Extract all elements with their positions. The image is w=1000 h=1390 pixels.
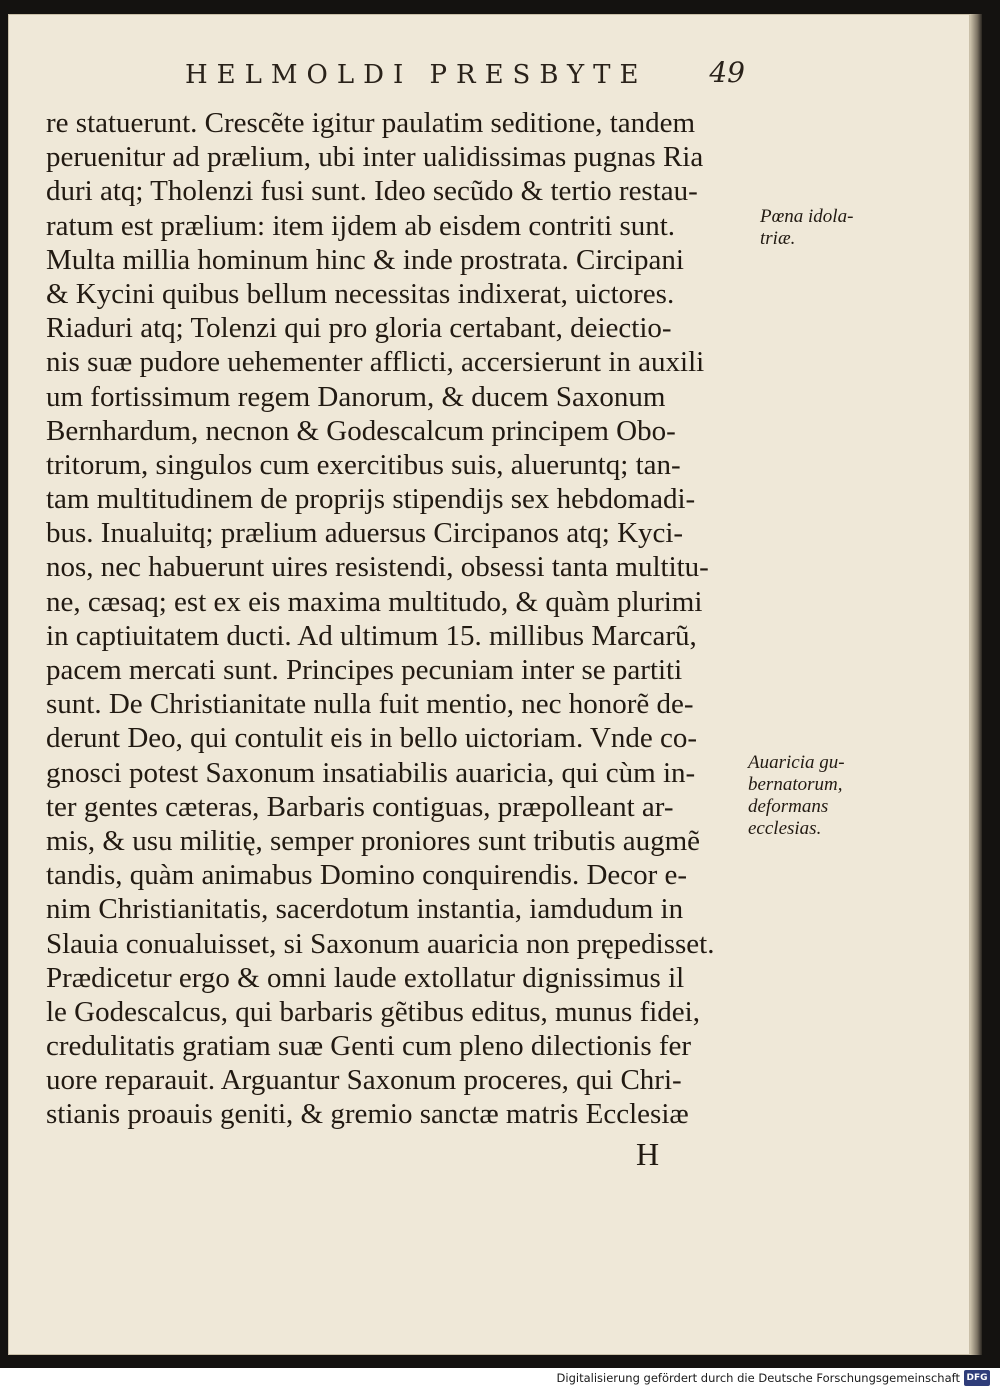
marginal-note-avarice bbox=[748, 752, 845, 840]
text-line: tritorum, singulos cum exercitibus suis, alueruntq; tan- bbox=[46, 448, 681, 481]
text-line: in captiuitatem ducti. Ad ultimum 15. millibus Marcarũ, bbox=[46, 619, 697, 652]
text-line: pacem mercati sunt. Principes pecuniam inter se partiti bbox=[46, 654, 683, 686]
digitization-footer bbox=[0, 1368, 1000, 1390]
footer-credit: Digitalisierung gefördert durch die Deutsche Forschungsgemeinschaft bbox=[556, 1371, 960, 1385]
text-line: credulitatis gratiam suæ Genti cum pleno dilectionis fer bbox=[46, 1030, 692, 1063]
text-line: stianis proauis geniti, & gremio sanctæ matris Ecclesiæ bbox=[46, 1098, 689, 1131]
running-head bbox=[185, 56, 745, 100]
main-text-block bbox=[46, 106, 766, 1132]
page-edge bbox=[970, 14, 982, 1355]
text-line: bus. Inualuitq; prælium aduersus Circipanos atq; Kyci- bbox=[46, 517, 684, 550]
text-line: Riaduri atq; Tolenzi qui pro gloria certabant, deiectio- bbox=[46, 312, 672, 345]
marginal-note-line: bernatorum, bbox=[748, 774, 843, 795]
marginal-note-line: deformans bbox=[748, 796, 829, 817]
text-line: Slauia conualuisset, si Saxonum auaricia non prępedisset. bbox=[46, 927, 715, 960]
text-line: nis suæ pudore uehementer afflicti, accersierunt in auxili bbox=[46, 346, 705, 379]
text-line: sunt. De Christianitate nulla fuit mentio, nec honorẽ de- bbox=[46, 688, 694, 721]
text-line: peruenitur ad prælium, ubi inter ualidissimas pugnas Ria bbox=[46, 141, 704, 174]
catchword-signature: H bbox=[636, 1136, 660, 1172]
text-line: ne, cæsaq; est ex eis maxima multitudo, & quàm plurimi bbox=[46, 585, 703, 618]
text-line: mis, & usu militię, semper proniores sunt tributis augmẽ bbox=[46, 824, 701, 857]
text-line: uore reparauit. Arguantur Saxonum proceres, qui Chri- bbox=[46, 1064, 682, 1097]
marginal-note-line: triæ. bbox=[760, 228, 796, 249]
text-line: re statuerunt. Crescẽte igitur paulatim seditione, tandem bbox=[46, 107, 696, 139]
page-number: 49 bbox=[709, 56, 745, 89]
text-line: duri atq; Tholenzi fusi sunt. Ideo secũdo & tertio restau- bbox=[46, 175, 698, 208]
text-line: Bernhardum, necnon & Godescalcum principem Obo- bbox=[46, 414, 676, 447]
text-line: & Kycini quibus bellum necessitas indixerat, uictores. bbox=[46, 277, 675, 310]
text-line: nim Christianitatis, sacerdotum instantia, iamdudum in bbox=[46, 893, 684, 926]
text-line: ter gentes cæteras, Barbaris contiguas, præpolleant ar- bbox=[46, 790, 674, 823]
text-line: gnosci potest Saxonum insatiabilis auaricia, qui cùm in- bbox=[46, 756, 696, 789]
text-line: derunt Deo, qui contulit eis in bello uictoriam. Vnde co- bbox=[46, 722, 698, 755]
dfg-logo-icon: DFG bbox=[964, 1370, 990, 1386]
running-head-title: HELMOLDI PRESBYTE bbox=[185, 60, 648, 90]
marginal-note-line: Pœna idola- bbox=[760, 206, 854, 227]
text-line: tandis, quàm animabus Domino conquirendis. Decor e- bbox=[46, 859, 688, 892]
text-line: um fortissimum regem Danorum, & ducem Saxonum bbox=[46, 380, 666, 413]
marginal-note-line: Auaricia gu- bbox=[748, 752, 845, 773]
text-line: ratum est prælium: item ijdem ab eisdem contriti sunt. bbox=[46, 209, 676, 242]
text-line: le Godescalcus, qui barbaris gẽtibus editus, munus fidei, bbox=[46, 995, 700, 1028]
text-line: tam multitudinem de proprijs stipendijs sex hebdomadi- bbox=[46, 483, 696, 516]
marginal-note-idolatry bbox=[760, 206, 853, 250]
marginal-note-line: ecclesias. bbox=[748, 818, 822, 839]
text-line: nos, nec habuerunt uires resistendi, obsessi tanta multitu- bbox=[46, 551, 709, 584]
text-line: Multa millia hominum hinc & inde prostrata. Circipani bbox=[46, 243, 684, 276]
text-line: Prædicetur ergo & omni laude extollatur dignissimus il bbox=[46, 961, 685, 994]
